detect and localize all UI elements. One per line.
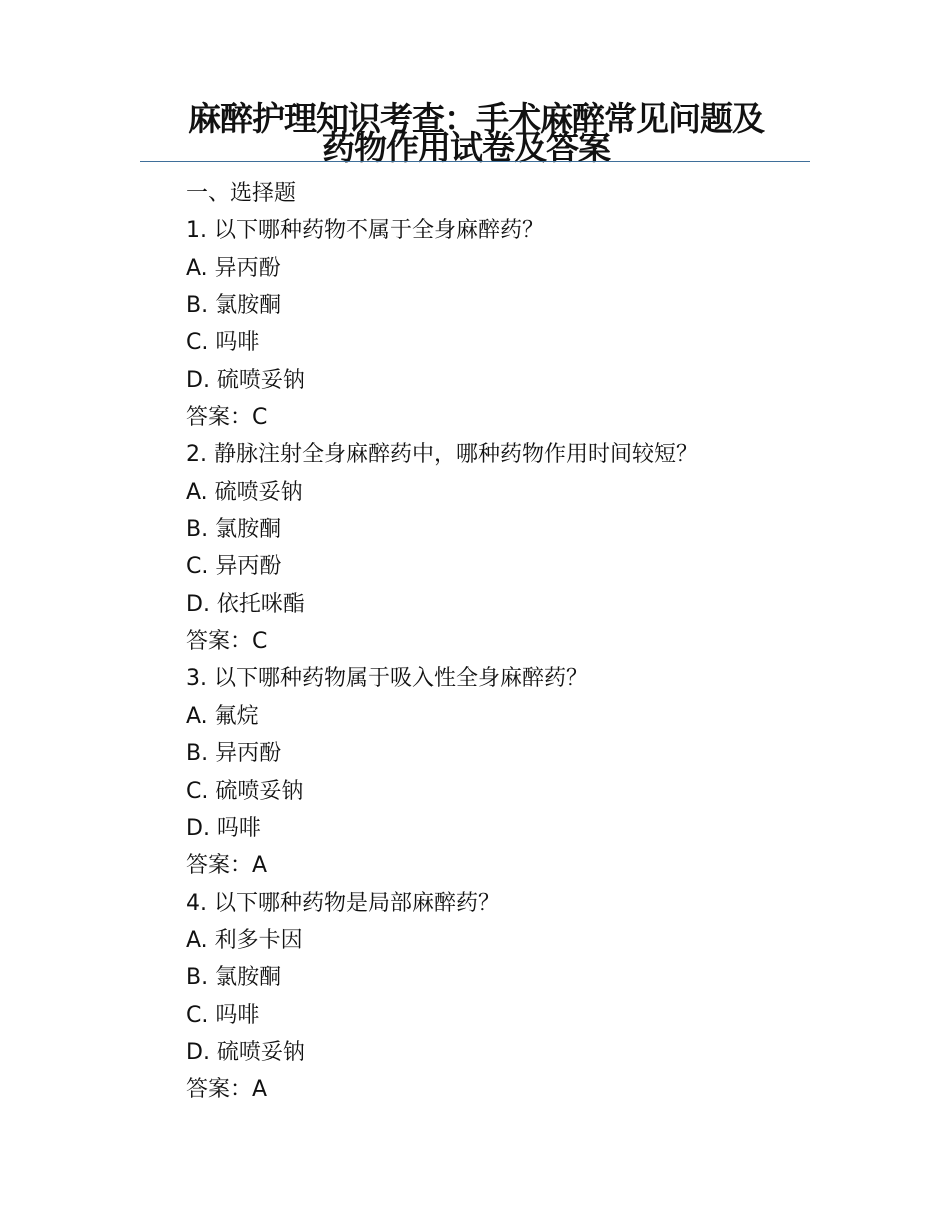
option-c: C. 吗啡 [186, 330, 260, 356]
page-title-line-1: 麻醉护理知识考查：手术麻醉常见问题及 [188, 99, 764, 138]
answer-text: 答案：C [186, 629, 268, 655]
option-d: D. 硫喷妥钠 [186, 1039, 305, 1065]
answer-text: 答案：C [186, 405, 268, 431]
option-b: B. 氯胺酮 [186, 517, 282, 543]
title-underline [140, 161, 810, 162]
option-c: C. 硫喷妥钠 [186, 778, 304, 804]
option-b: B. 氯胺酮 [186, 293, 282, 319]
option-a: A. 异丙酚 [186, 255, 281, 281]
section-heading: 一、选择题 [186, 181, 297, 206]
option-c: C. 吗啡 [186, 1002, 260, 1028]
document-body [186, 175, 826, 1109]
page-title-line-2: 药物作用试卷及答案 [322, 128, 610, 167]
option-c: C. 异丙酚 [186, 554, 282, 580]
option-a: A. 利多卡因 [186, 927, 303, 953]
question-block-3 [186, 660, 826, 884]
option-b: B. 异丙酚 [186, 741, 282, 767]
answer-text: 答案：A [186, 1077, 268, 1103]
option-a: A. 氟烷 [186, 703, 259, 729]
question-text: 3. 以下哪种药物属于吸入性全身麻醉药？ [186, 666, 588, 692]
page-title [150, 99, 830, 167]
question-block-4 [186, 885, 826, 1109]
question-block-2 [186, 436, 826, 660]
question-block-1 [186, 212, 826, 436]
question-text: 1. 以下哪种药物不属于全身麻醉药？ [186, 218, 544, 244]
option-a: A. 硫喷妥钠 [186, 479, 303, 505]
option-d: D. 依托咪酯 [186, 591, 305, 617]
question-text: 2. 静脉注射全身麻醉药中，哪种药物作用时间较短？ [186, 442, 698, 468]
option-b: B. 氯胺酮 [186, 965, 282, 991]
option-d: D. 吗啡 [186, 815, 261, 841]
question-text: 4. 以下哪种药物是局部麻醉药？ [186, 890, 500, 916]
answer-text: 答案：A [186, 853, 268, 879]
option-d: D. 硫喷妥钠 [186, 367, 305, 393]
